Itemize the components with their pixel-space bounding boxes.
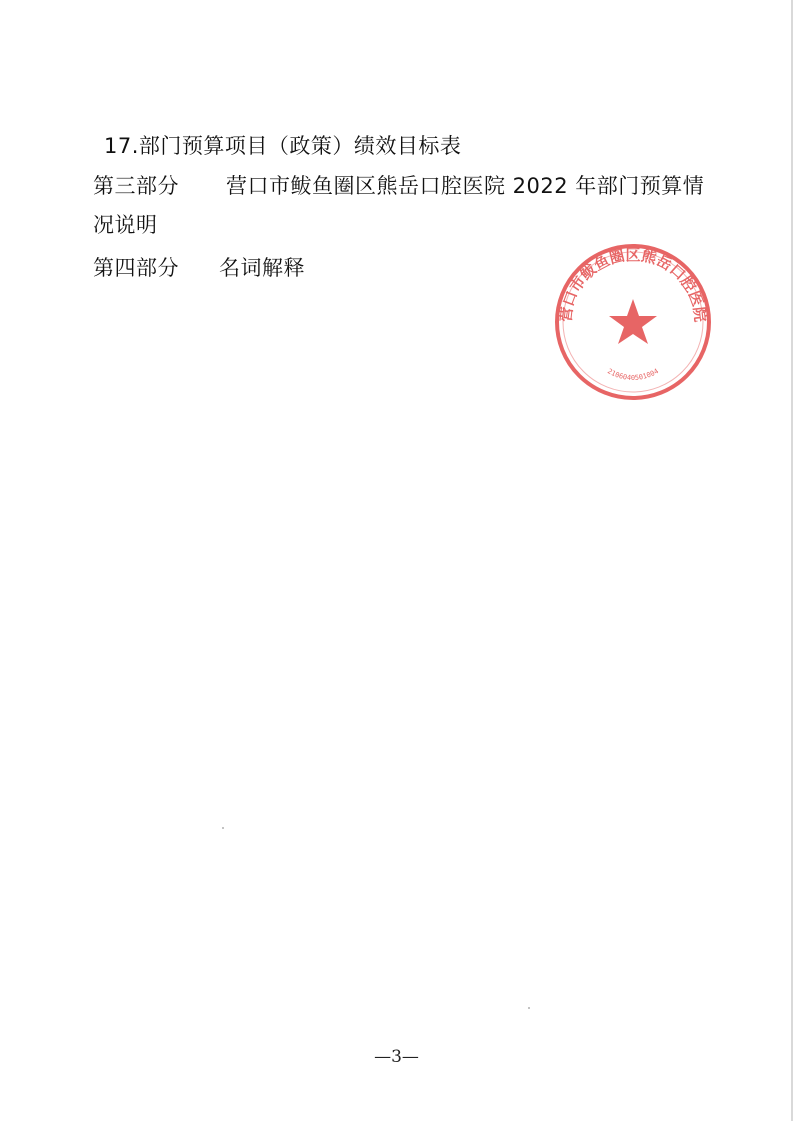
toc-part-4 — [93, 253, 305, 283]
scan-speck — [222, 827, 224, 829]
seal-code-text: 2106040501004 — [606, 367, 660, 382]
toc-part-3-title: 营口市鲅鱼圈区熊岳口腔医院 2022 年部门预算情 — [226, 174, 705, 198]
toc-part-3-title-continued: 况说明 — [93, 213, 158, 237]
seal-name-text: 营口市鲅鱼圈区熊岳口腔医院 — [556, 246, 710, 323]
star-icon — [609, 299, 657, 344]
toc-item-17: 17.部门预算项目（政策）绩效目标表 — [104, 134, 462, 158]
scan-speck — [528, 1007, 530, 1009]
toc-part-4-title: 名词解释 — [219, 256, 305, 280]
toc-part-3 — [93, 171, 704, 201]
official-seal — [552, 241, 714, 403]
page-number: —3— — [374, 1047, 419, 1067]
toc-part-4-label: 第四部分 — [93, 256, 179, 280]
toc-part-3-label: 第三部分 — [93, 174, 179, 198]
